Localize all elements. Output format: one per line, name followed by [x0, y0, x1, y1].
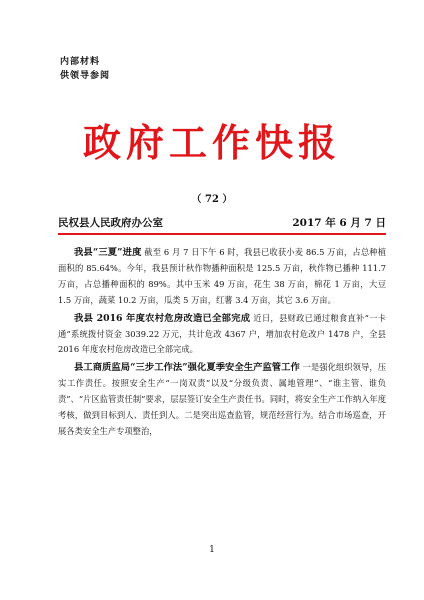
page-number: 1 [209, 545, 215, 555]
article-housing-renovation [58, 311, 386, 359]
article-safety-supervision [58, 360, 386, 440]
issue-number: （ 72 ） [191, 194, 233, 205]
red-divider [58, 233, 386, 235]
page-title: 政府工作快报 [82, 120, 341, 165]
article-text: 一是强化组织领导，压实工作责任。按照安全生产“一岗双责”以及“分级负责、属地管理”、“谁主管、谁负责”、“片区监管责任制”要求，层层签订安全生产责任书。同时，将安全生产工作纳入年度考核，做到目标到人、责任到人。二是突出巡查监管，规范经营行为。结合市场巡查，开展各类安全生产专项整治， [58, 362, 387, 436]
article-headline: 县工商质监局“三步工作法”强化夏季安全生产监管工作 [74, 362, 300, 374]
report-body [58, 245, 386, 442]
article-headline: 我县“三夏”进度 [74, 247, 142, 258]
article-text: 截至 6 月 7 日下午 6 时，我县已收获小麦 86.5 万亩，占总种植面积的 85.64%。今年，我县预计秋作物播种面积是 125.5 万亩，秋作物已播种 111.7 万亩，占总播种面积的 89%。其中玉米 49 万亩，花生 38 万亩，棉花 1 万亩，大豆 1.5 万亩，蔬菜 10.2 万亩，瓜类 5 万亩，红薯 3.4 万亩，其它 3.6 万亩。 [58, 247, 386, 305]
header-line-reference: 供领导参阅 [60, 71, 111, 81]
internal-material-label [60, 55, 110, 83]
office-date-row [58, 215, 386, 230]
header-line-internal: 内部材料 [60, 57, 101, 67]
issuing-office: 民权县人民政府办公室 [58, 217, 163, 229]
issue-date: 2017 年 6 月 7 日 [292, 217, 386, 229]
article-text: 近日，县财政已通过粮食直补“一卡通”系统拨付资金 3039.22 万元，共计危改 4367 户，增加农村危改户 1478 户，全县 2016 年度农村危房改造已全部完成。 [58, 312, 386, 355]
article-three-summer [58, 245, 386, 309]
article-headline: 我县 2016 年度农村危房改造已全部完成 [74, 312, 251, 324]
